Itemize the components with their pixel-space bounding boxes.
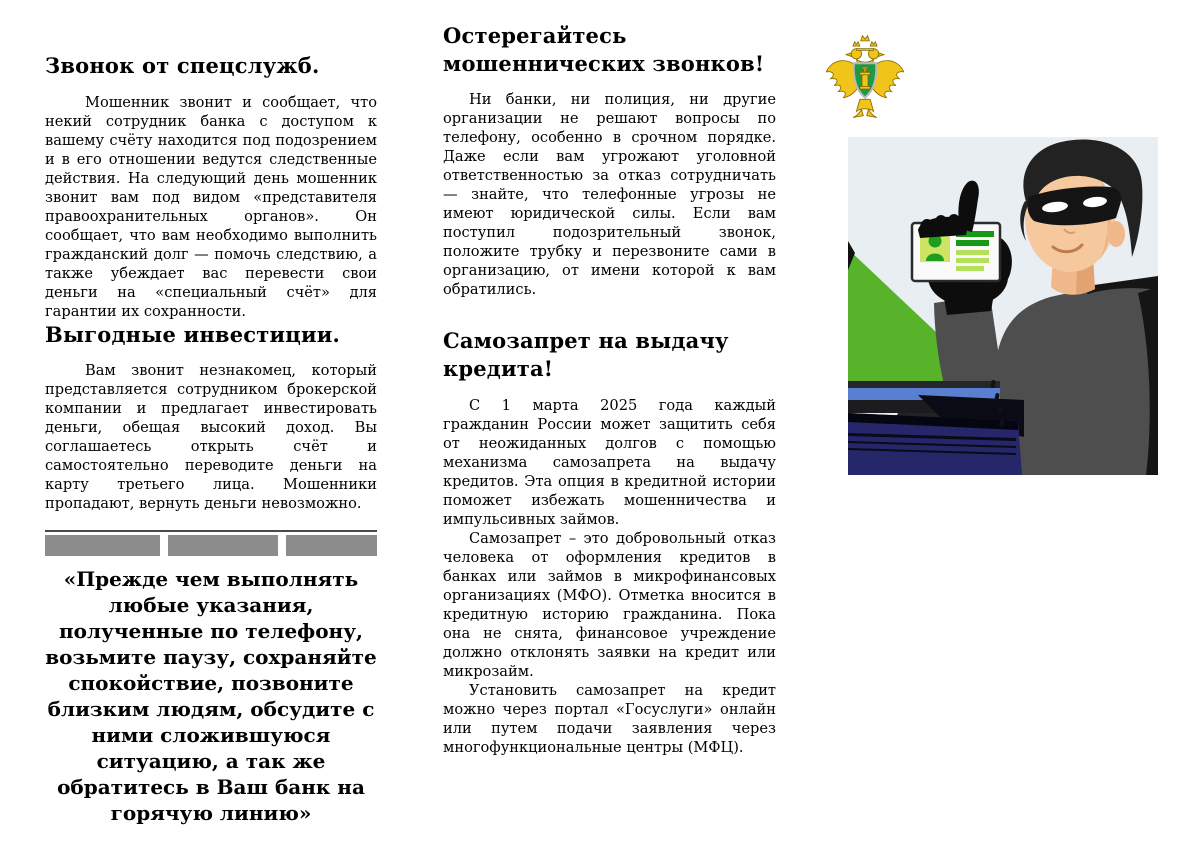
body-credit-self-ban-3: Установить самозапрет на кредит можно через портал «Госуслуги» онлайн или путем подачи заявления через многофункциональные центры (МФЦ). [443,681,776,756]
heading-special-services-call: Звонок от спецслужб. [45,53,320,78]
divider-bar [45,535,160,556]
left-column [45,52,377,826]
masked-scammer-illustration [848,137,1158,475]
body-beware-fraud-calls: Ни банки, ни полиция, ни другие организации не решают вопросы по телефону, особенно в срочном порядке. Даже если вам угрожают уголовной ответственностью за отказ сотрудничать — знайте, что телефонные угрозы не имеют юридической силы. Если вам поступил подозрительный звонок, положите трубку и перезвоните сами в организацию, от имени которой к вам обратились. [443,91,776,299]
body-credit-self-ban-2: Самозапрет – это добровольный отказ человека от оформления кредитов в банках или займов в микрофинансовых организациях (МФО). Отметка вносится в кредитную историю гражданина. Пока она не снята, финансовое учреждение должно отклонять заявки на кредит или микрозайм. [443,529,776,680]
body-credit-self-ban-1: С 1 марта 2025 года каждый гражданин России может защитить себя от неожиданных долгов с помощью механизма самозапрета на выдачу кредитов. Эта опция в кредитной истории поможет избежать мошенничества и импульсивных займов. [443,396,776,528]
heading-credit-self-ban: Самозапрет на выдачу кредита! [443,328,729,382]
section-divider [45,530,377,556]
body-special-services-call: Мошенник звонит и сообщает, что некий сотрудник банка с доступом к вашему счёту находится под подозрением и в его отношении ведутся следственные действия. На следующий день мошенник звонит вам под видом «представителя правоохранительных органов». Он сообщает, что вам необходимо выполнить гражданский долг — помочь следствию, а также убеждает вас перевести свои деньги на «специальный счёт» для гарантии их сохранности. [45,93,377,320]
divider-line [45,530,377,532]
body-profitable-investments: Вам звонит незнакомец, который представляется сотрудником брокерской компании и предлагает инвестировать деньги, обещая высокий доход. Вы соглашаетесь открыть счёт и самостоятельно переводите деньги на карту третьего лица. Мошенники пропадают, вернуть деньги невозможно. [45,362,377,513]
divider-bars [45,535,377,556]
divider-bar [286,535,377,556]
heading-profitable-investments: Выгодные инвестиции. [45,321,341,347]
divider-bar [168,535,278,556]
middle-column [443,22,776,757]
prosecutor-eagle-emblem-icon [822,34,908,120]
advice-quote: «Прежде чем выполнять любые указания, полученные по телефону, возьмите паузу, сохраняйте спокойствие, позвоните близким людям, обсудите с ними сложившуюся ситуацию, а так же обратитесь в Ваш банк на горячую линию» [45,567,377,826]
heading-beware-fraud-calls: Остерегайтесь мошеннических звонков! [443,23,765,76]
